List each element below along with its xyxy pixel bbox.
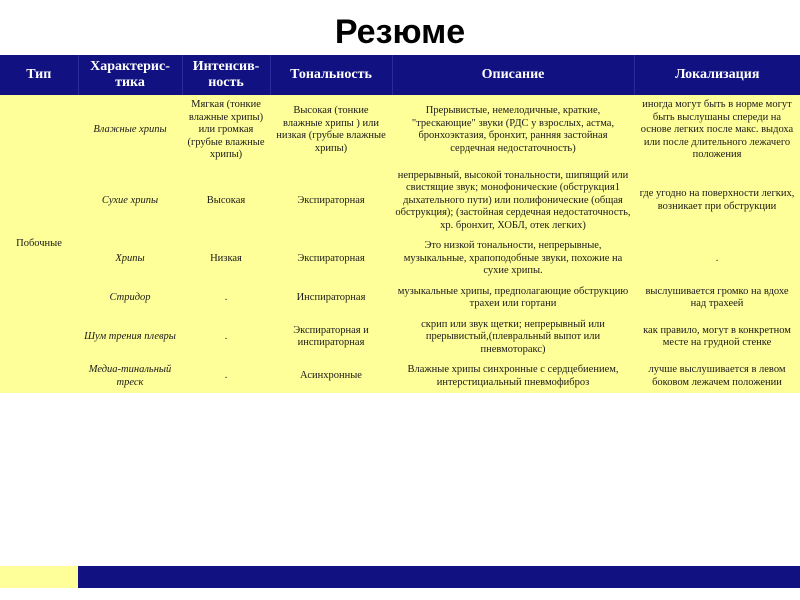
column-header-localization: Локализация xyxy=(634,55,800,95)
cell-intensity: Высокая xyxy=(182,166,270,237)
page-title: Резюме xyxy=(334,13,466,51)
cell-tonality: Экспираторная и инспираторная xyxy=(270,315,392,361)
group-label-cell: Побочные xyxy=(0,95,78,393)
table-body xyxy=(0,95,800,393)
cell-localization: выслушивается громко на вдохе над трахеей xyxy=(634,282,800,315)
column-header-tonality: Тональность xyxy=(270,55,392,95)
footer-bar xyxy=(78,566,800,588)
cell-characteristic: Влажные хрипы xyxy=(78,95,182,166)
table-row xyxy=(0,236,800,282)
column-header-description: Описание xyxy=(392,55,634,95)
column-header-intensity-line1: Интенсив- xyxy=(192,59,260,74)
cell-description: музыкальные хрипы, предполагающие обструкцию трахеи или гортани xyxy=(392,282,634,315)
cell-description: непрерывный, высокой тональности, шипящий или свистящие звук; монофонические (обструкция1 дыхательного пути) или полифонические (общая обструкция); (застойная сердечная недостаточность, хр. бронхит, ХОБЛ, отек легких) xyxy=(392,166,634,237)
column-header-characteristic-line2: тика xyxy=(115,75,145,90)
column-header-characteristic-line1: Характерис- xyxy=(90,59,170,74)
cell-tonality: Экспираторная xyxy=(270,236,392,282)
column-header-characteristic xyxy=(78,55,182,95)
resume-table xyxy=(0,55,800,393)
cell-tonality: Высокая (тонкие влажные хрипы ) или низкая (грубые влажные хрипы) xyxy=(270,95,392,166)
cell-localization: . xyxy=(634,236,800,282)
cell-characteristic: Стридор xyxy=(78,282,182,315)
table-row xyxy=(0,166,800,237)
cell-intensity: Мягкая (тонкие влажные хрипы) или громкая (грубые влажные хрипы) xyxy=(182,95,270,166)
cell-characteristic: Сухие хрипы xyxy=(78,166,182,237)
cell-characteristic: Шум трения плевры xyxy=(78,315,182,361)
table-header xyxy=(0,55,800,95)
cell-localization: где угодно на поверхности легких, возникает при обструкции xyxy=(634,166,800,237)
table-row xyxy=(0,315,800,361)
cell-characteristic: Хрипы xyxy=(78,236,182,282)
cell-localization: как правило, могут в конкретном месте на грудной стенке xyxy=(634,315,800,361)
column-header-intensity xyxy=(182,55,270,95)
cell-localization: иногда могут быть в норме могут быть выслушаны спереди на основе легких после макс. выдоха или после длительного лежачего положения xyxy=(634,95,800,166)
cell-intensity: . xyxy=(182,282,270,315)
resume-table-container xyxy=(0,55,800,565)
cell-intensity: . xyxy=(182,315,270,361)
cell-tonality: Асинхронные xyxy=(270,360,392,393)
cell-description: скрип или звук щетки; непрерывный или прерывистый,(плевральный выпот или пневмоторакс) xyxy=(392,315,634,361)
cell-intensity: . xyxy=(182,360,270,393)
table-row xyxy=(0,282,800,315)
cell-characteristic: Медиа-тинальный треск xyxy=(78,360,182,393)
column-header-type: Тип xyxy=(0,55,78,95)
table-row xyxy=(0,95,800,166)
column-header-intensity-line2: ность xyxy=(208,75,244,90)
footer-left-strip xyxy=(0,566,78,588)
table-header-row xyxy=(0,55,800,95)
cell-description: Это низкой тональности, непрерывные, музыкальные, храпоподобные звуки, похожие на сухие хрипы. xyxy=(392,236,634,282)
cell-description: Влажные хрипы синхронные с сердцебиением, интерстициальный пневмофиброз xyxy=(392,360,634,393)
cell-tonality: Экспираторная xyxy=(270,166,392,237)
cell-intensity: Низкая xyxy=(182,236,270,282)
table-row xyxy=(0,360,800,393)
cell-localization: лучше выслушивается в левом боковом лежачем положении xyxy=(634,360,800,393)
cell-description: Прерывистые, немелодичные, краткие, "трескающие" звуки (РДС у взрослых, астма, бронхоэктазия, бронхит, ранняя застойная сердечная недостаточность) xyxy=(392,95,634,166)
cell-tonality: Инспираторная xyxy=(270,282,392,315)
